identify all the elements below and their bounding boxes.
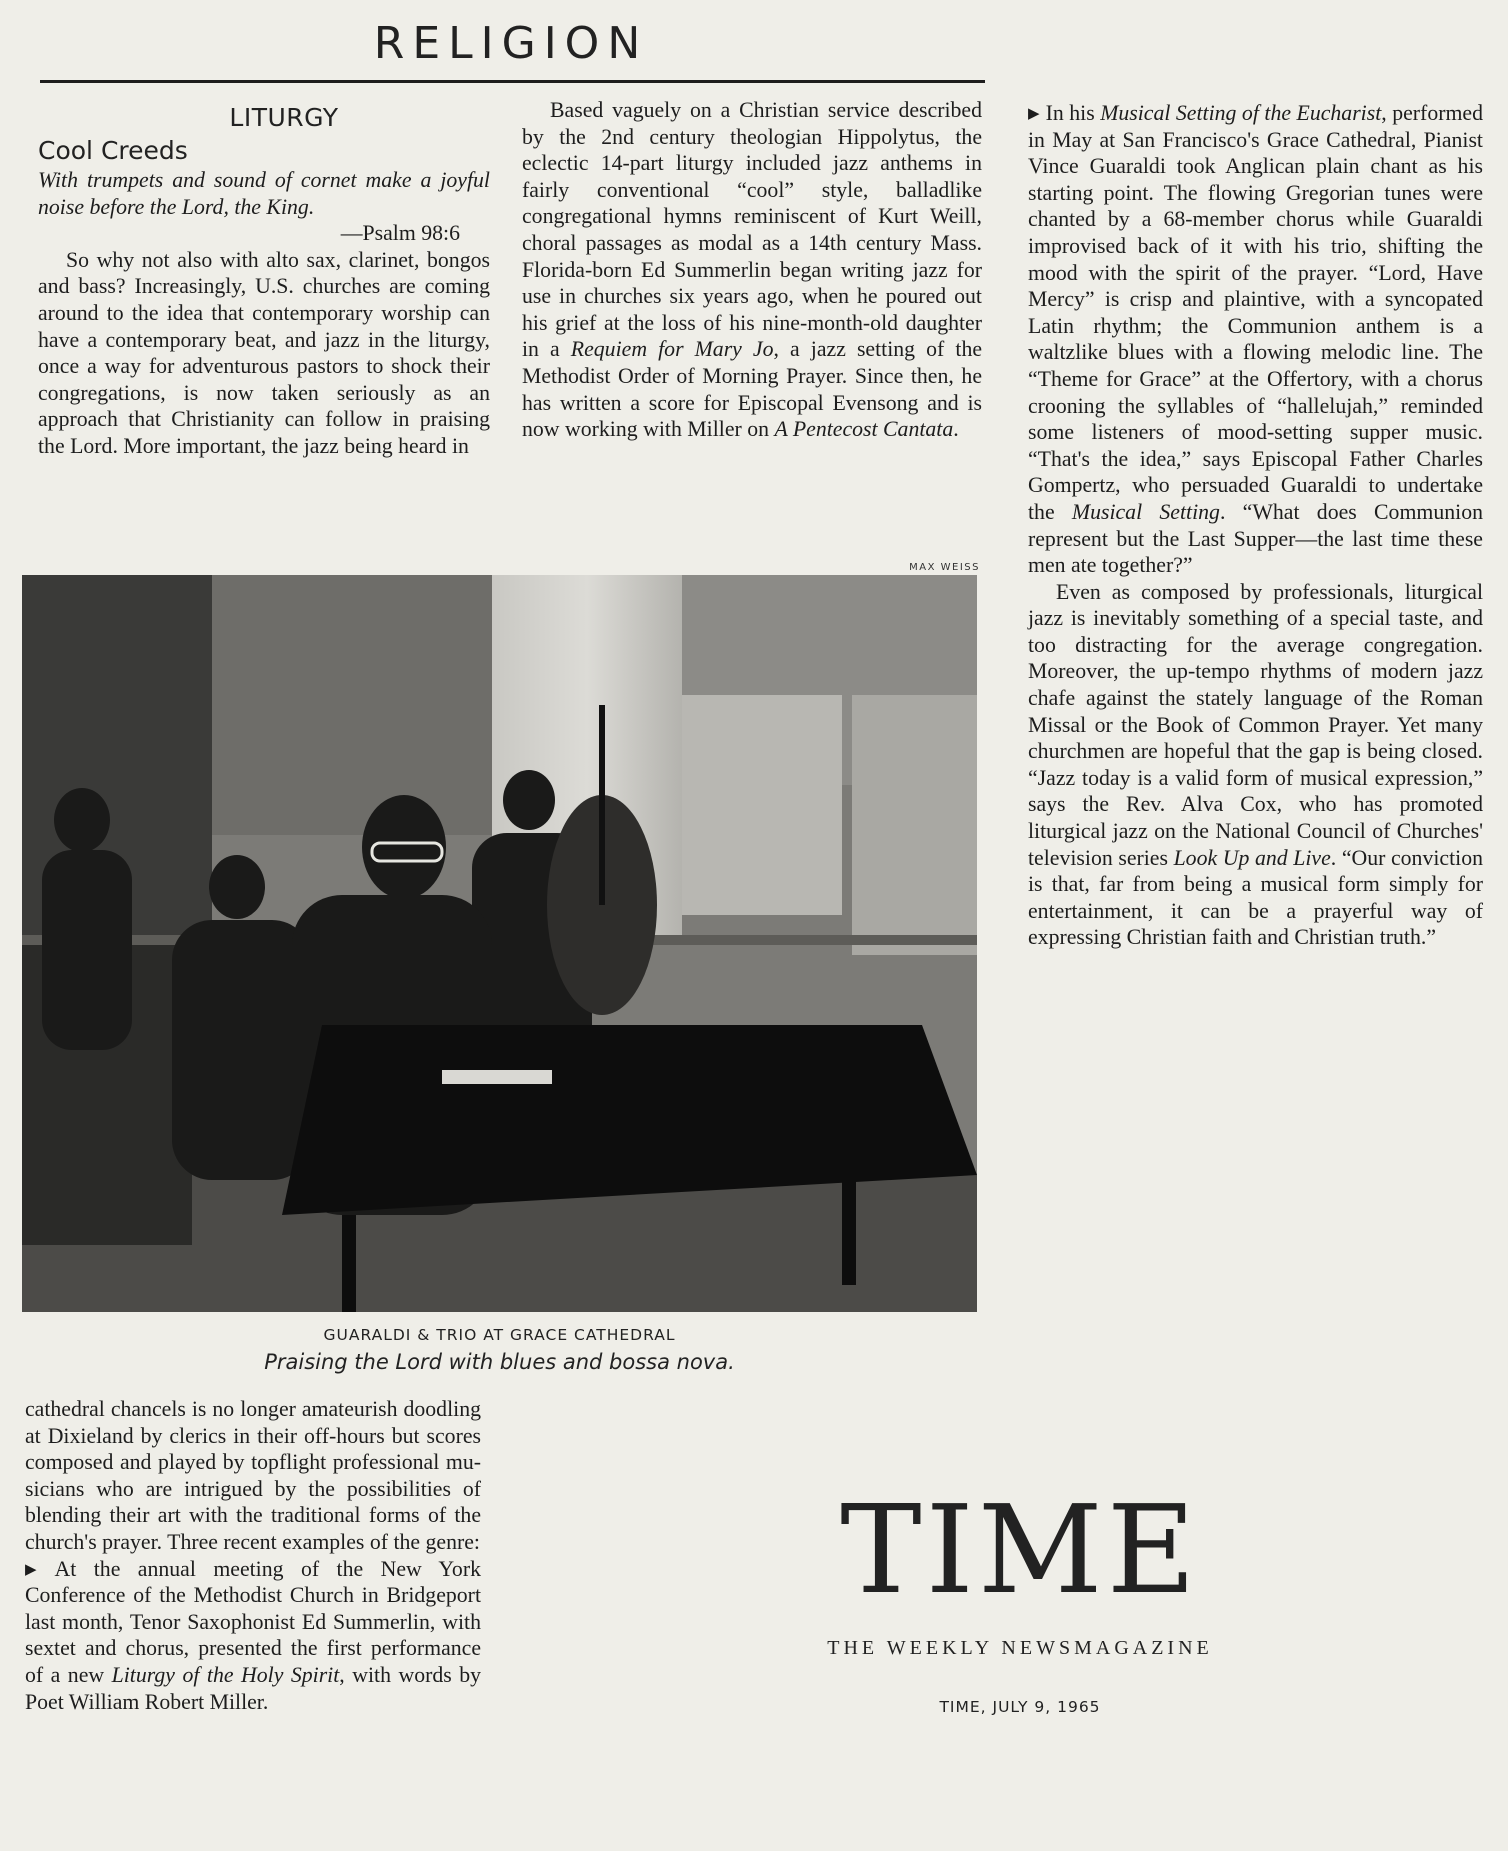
work-title: A Pentecost Cantata <box>774 417 954 442</box>
section-title: RELIGION <box>373 18 649 69</box>
triangle-bullet-icon: ▶ <box>25 1559 49 1578</box>
photo-illustration <box>22 575 977 1312</box>
epigraph-attribution: —Psalm 98:6 <box>340 221 460 246</box>
article-paragraph: ▶ At the annual meeting of the New York Conference of the Methodist Church in Bridgeport last month, Tenor Saxophonist Ed Summerlin, with sextet and chorus, presented the first performance of a new Liturgy of the Holy Spirit, with words by Poet William Robert Miller. <box>25 1556 482 1714</box>
article-column-2 <box>522 97 982 443</box>
work-title: Liturgy of the Holy Spirit <box>111 1662 340 1687</box>
article-column-1 <box>38 101 490 460</box>
article-headline: Cool Creeds <box>38 136 188 165</box>
work-title: Musical Setting <box>1071 499 1220 524</box>
photo-caption-title: GUARALDI & TRIO AT GRACE CATHEDRAL <box>323 1326 676 1344</box>
article-paragraph: cathedral chancels is no longer amateurish doodling at Dixieland by clerics in their off-hours but scores composed and played by topflight professional musicians who are intrigued by the possibilities of blending their art with the traditional forms of the church's prayer. Three recent examples of the genre: <box>25 1397 481 1554</box>
article-paragraph: ▶ In his Musical Setting of the Eucharist, performed in May at San Francisco's Grace Cathedral, Pianist Vince Guaraldi took Anglican plain chant as his starting point. The flowing Gregorian tunes were chanted by a 68-member chorus while Guaraldi improvised back of it with his trio, shifting the mood with the spirit of the prayer. “Lord, Have Mercy” is crisp and plaintive, with a syncopated Latin rhythm; the Communion anthem is a waltzlike blues with a flowing melodic line. The “Theme for Grace” at the Offertory, with a chorus crooning the syllables of “hallelujah,” reminded some listeners of mood-setting supper music. “That's the idea,” says Episcopal Father Charles Gompertz, who persuaded Guaraldi to undertake the Musical Setting. “What does Communion represent but the Last Supper—the last time these men ate together?” <box>1028 101 1484 578</box>
work-title: Musical Setting of the Eucharist <box>1100 101 1382 125</box>
work-title: Requiem for Mary Jo <box>570 337 774 362</box>
time-logo: TIME <box>840 1479 1200 1621</box>
triangle-bullet-icon: ▶ <box>1028 104 1040 122</box>
article-paragraph: So why not also with alto sax, clarinet, bongos and bass? Increasingly, U.S. churches are coming around to the idea that contemporary worship can have a contemporary beat, and jazz in the liturgy, once a way for adventurous pastors to shock their congregations, is now taken seriously as an approach that Christianity can follow in praising the Lord. More important, the jazz being heard in <box>38 247 490 458</box>
article-photo <box>22 575 977 1312</box>
article-paragraph: Even as composed by professionals, liturgical jazz is inevitably something of a special taste, and too distracting for the average congregation. Moreover, the up-tempo rhythms of modern jazz chafe against the stately language of the Roman Missal or the Book of Common Prayer. Yet many churchmen are hopeful that the gap is being closed. “Jazz today is a valid form of musical expression,” says the Rev. Alva Cox, who has promoted liturgical jazz on the National Council of Churches' television series Look Up and Live. “Our conviction is that, far from being a musical form simply for entertainment, it can be a prayerful way of expressing Christian faith and Christian truth.” <box>1028 579 1483 950</box>
article-column-3 <box>1028 100 1483 951</box>
epigraph: With trumpets and sound of cornet make a joyful noise before the Lord, the King. <box>38 168 490 219</box>
work-title: Look Up and Live <box>1173 845 1331 870</box>
masthead-tagline: THE WEEKLY NEWSMAGAZINE <box>827 1637 1213 1659</box>
article-paragraph: Based vaguely on a Christian service described by the 2nd century theologian Hippolytus, the eclectic 14-part liturgy included jazz anthems in fairly conventional “cool” style, balladlike congregational hymns reminiscent of Kurt Weill, choral passages as modal as a 14th century Mass. Florida-born Ed Summerlin began writing jazz for use in churches six years ago, when he poured out his grief at the loss of his nine-month-old daughter in a Requiem for Mary Jo, a jazz setting of the Methodist Order of Morning Prayer. Since then, he has written a score for Episcopal Evensong and is now working with Miller on A Pentecost Cantata. <box>522 98 983 442</box>
article-kicker: LITURGY <box>229 103 339 132</box>
photo-credit: MAX WEISS <box>909 562 980 573</box>
article-column-4 <box>25 1396 481 1715</box>
photo-caption-subtitle: Praising the Lord with blues and bossa nova. <box>264 1350 735 1374</box>
issue-date: TIME, JULY 9, 1965 <box>939 1698 1101 1716</box>
section-rule <box>40 80 985 83</box>
